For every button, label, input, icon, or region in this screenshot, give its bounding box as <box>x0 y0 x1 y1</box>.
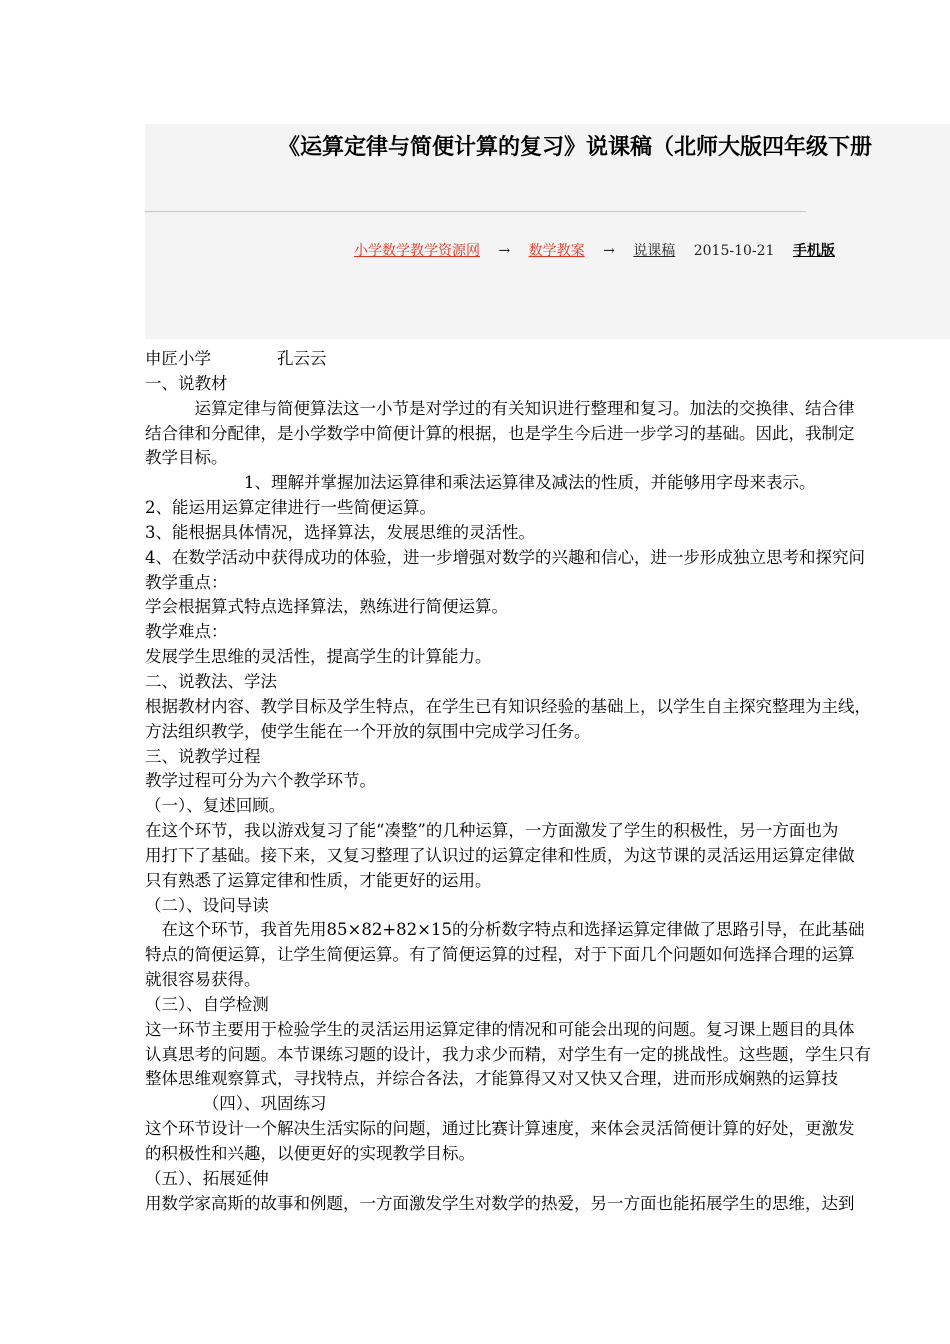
breadcrumb-category-link[interactable]: 说课稿 <box>633 243 676 259</box>
article-line: 用数学家高斯的故事和例题，一方面激发学生对数学的热爱，另一方面也能拓展学生的思维，达到 <box>145 1193 855 1213</box>
article-line: 发展学生思维的灵活性，提高学生的计算能力。 <box>145 647 492 667</box>
publish-date: 2015-10-21 <box>693 243 775 259</box>
article-line: （二）、设问导读 <box>145 895 269 915</box>
article-body <box>145 347 950 1217</box>
title-divider <box>145 211 806 213</box>
article-line: 只有熟悉了运算定律和性质，才能更好的运用。 <box>145 870 492 890</box>
article-line: 申匠小学 孔云云 <box>145 349 327 368</box>
article-line: 教学目标。 <box>145 448 228 468</box>
article-line: 方法组织教学，使学生能在一个开放的氛围中完成学习任务。 <box>145 721 591 741</box>
article-line: 教学难点： <box>145 622 228 642</box>
article-line: （一）、复述回顾。 <box>145 796 286 816</box>
article-line: 在这个环节，我以游戏复习了能“凑整”的几种运算，一方面激发了学生的积极性，另一方面也为 <box>145 821 839 841</box>
article-title: 《运算定律与简便计算的复习》说课稿（北师大版四年级下册 <box>278 135 873 160</box>
article-line: 教学重点： <box>145 572 228 592</box>
article-line: 4、在数学活动中获得成功的体验，进一步增强对数学的兴趣和信心，进一步形成独立思考和探究问 <box>145 547 865 567</box>
breadcrumb-arrow: → <box>498 243 511 259</box>
article-line: 结合律和分配律，是小学数学中简便计算的根据，也是学生今后进一步学习的基础。因此，我制定 <box>145 423 855 443</box>
article-line: 整体思维观察算式，寻找特点，并综合各法，才能算得又对又快又合理，进而形成娴熟的运算技 <box>145 1069 838 1089</box>
breadcrumb-site-link[interactable]: 小学数学教学资源网 <box>354 243 480 259</box>
article-line: 认真思考的问题。本节课练习题的设计，我力求少而精，对学生有一定的挑战性。这些题，学生只有 <box>145 1044 871 1064</box>
article-line: 这一环节主要用于检验学生的灵活运用运算定律的情况和可能会出现的问题。复习课上题目的具体 <box>145 1019 855 1039</box>
article-line: 就很容易获得。 <box>145 970 261 990</box>
article-line: 教学过程可分为六个教学环节。 <box>145 771 376 791</box>
article-line: （四）、巩固练习 <box>145 1094 327 1114</box>
breadcrumb-arrow: → <box>603 243 615 259</box>
article-line: 用打下了基础。接下来，又复习整理了认识过的运算定律和性质，为这节课的灵活运用运算定律做 <box>145 845 855 865</box>
article-line: 根据教材内容、教学目标及学生特点，在学生已有知识经验的基础上，以学生自主探究整理为主线， <box>145 696 871 716</box>
article-line: 这个环节设计一个解决生活实际的问题，通过比赛计算速度，来体会灵活简便计算的好处，更激发 <box>145 1119 855 1139</box>
article-line: 2、能运用运算定律进行一些简便运算。 <box>145 498 436 518</box>
article-line: 1、理解并掌握加法运算律和乘法运算律及减法的性质，并能够用字母来表示。 <box>145 473 816 493</box>
article-line: 二、说教法、学法 <box>145 671 277 691</box>
article-line: 一、说教材 <box>145 373 228 393</box>
breadcrumb <box>354 239 835 263</box>
article-line: 特点的简便运算，让学生简便运算。有了简便运算的过程，对于下面几个问题如何选择合理的运算 <box>145 945 855 965</box>
article-line: （五）、拓展延伸 <box>145 1168 269 1188</box>
article-line: 3、能根据具体情况，选择算法，发展思维的灵活性。 <box>145 522 535 542</box>
mobile-version-link[interactable]: 手机版 <box>792 243 835 259</box>
article-line: 的积极性和兴趣，以便更好的实现教学目标。 <box>145 1144 475 1163</box>
article-line: 三、说教学过程 <box>145 746 261 766</box>
article-line: （三）、自学检测 <box>145 994 269 1014</box>
article-line: 运算定律与简便算法这一小节是对学过的有关知识进行整理和复习。加法的交换律、结合律 <box>145 398 855 418</box>
article-line: 在这个环节，我首先用85×82+82×15的分析数字特点和选择运算定律做了思路引导，在此基础 <box>145 920 865 940</box>
article-line: 学会根据算式特点选择算法，熟练进行简便运算。 <box>145 597 508 617</box>
breadcrumb-section-link[interactable]: 数学教案 <box>528 243 585 259</box>
